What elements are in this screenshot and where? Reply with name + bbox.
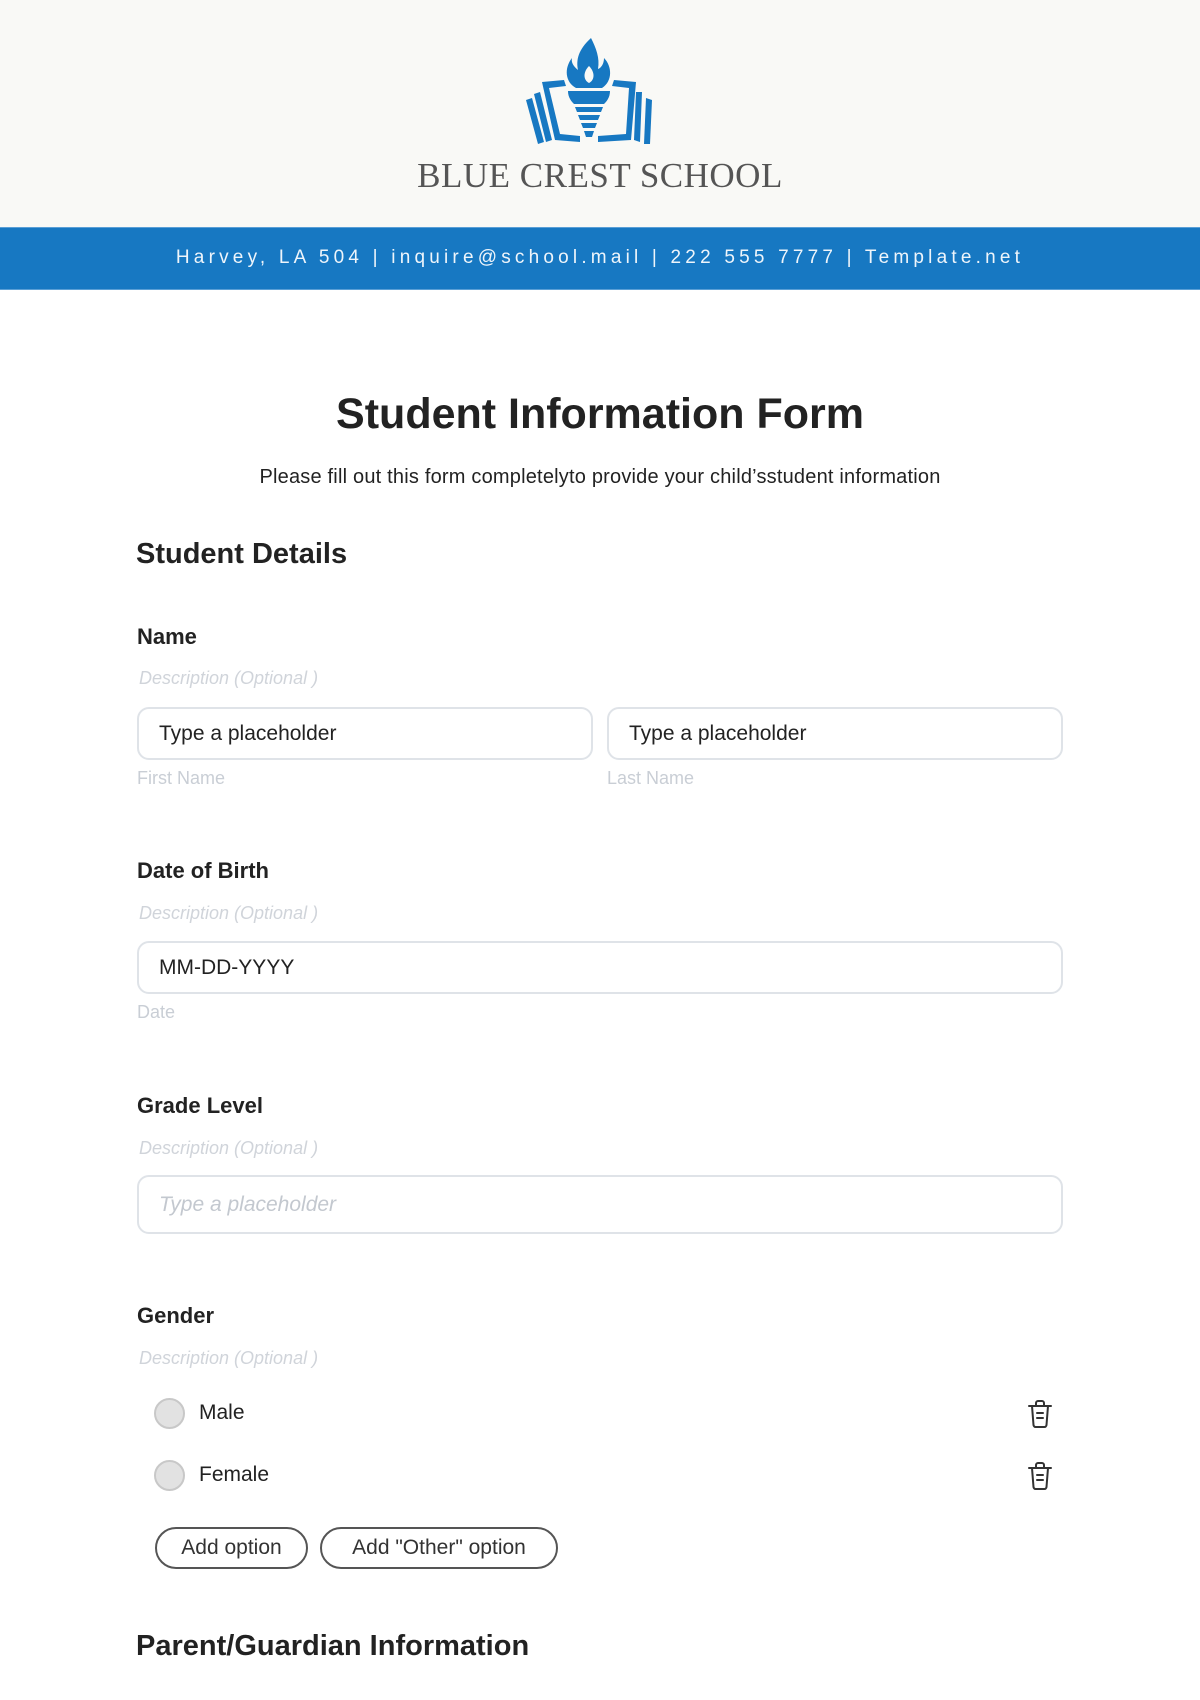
- grade-input[interactable]: [137, 1175, 1063, 1234]
- contact-info: Harvey, LA 504 | inquire@school.mail | 222 555 7777 | Template.net: [175, 247, 1025, 268]
- gender-option-female[interactable]: [154, 1459, 269, 1491]
- contact-bar: [0, 227, 1200, 290]
- dob-input[interactable]: [137, 941, 1063, 994]
- section-title-parent-guardian: Parent/Guardian Information: [136, 1630, 530, 1662]
- grade-description[interactable]: Description (Optional ): [139, 1138, 319, 1158]
- form-title: Student Information Form: [336, 390, 864, 438]
- radio-button[interactable]: [154, 1398, 185, 1429]
- dob-description[interactable]: Description (Optional ): [139, 903, 319, 923]
- dob-placeholder: MM-DD-YYYY: [159, 955, 295, 979]
- last-name-placeholder: Type a placeholder: [629, 721, 807, 745]
- name-description[interactable]: Description (Optional ): [139, 668, 319, 688]
- dob-sublabel: Date: [137, 1002, 176, 1022]
- form-subtitle: Please fill out this form completelyto provide your child’sstudent information: [259, 466, 941, 488]
- gender-option-male[interactable]: [154, 1397, 245, 1429]
- dob-label: Date of Birth: [137, 858, 269, 883]
- delete-option-icon[interactable]: [1026, 1461, 1054, 1491]
- delete-option-icon[interactable]: [1026, 1399, 1054, 1429]
- grade-placeholder: Type a placeholder: [159, 1192, 337, 1216]
- first-name-placeholder: Type a placeholder: [159, 721, 337, 745]
- school-logo-icon: [518, 36, 660, 148]
- name-label: Name: [137, 624, 197, 649]
- option-label: Male: [199, 1401, 245, 1424]
- school-name: BLUE CREST SCHOOL: [417, 156, 783, 195]
- radio-button[interactable]: [154, 1460, 185, 1491]
- add-other-option-button[interactable]: Add "Other" option: [320, 1527, 558, 1569]
- option-label: Female: [199, 1463, 270, 1486]
- section-title-student-details: Student Details: [136, 538, 348, 570]
- last-name-input[interactable]: [607, 707, 1063, 760]
- grade-label: Grade Level: [137, 1093, 263, 1118]
- gender-label: Gender: [137, 1303, 215, 1328]
- school-header: [0, 0, 1200, 227]
- first-name-sublabel: First Name: [137, 768, 226, 788]
- gender-description[interactable]: Description (Optional ): [139, 1348, 319, 1368]
- last-name-sublabel: Last Name: [607, 768, 695, 788]
- first-name-input[interactable]: [137, 707, 593, 760]
- add-option-button[interactable]: Add option: [155, 1527, 308, 1569]
